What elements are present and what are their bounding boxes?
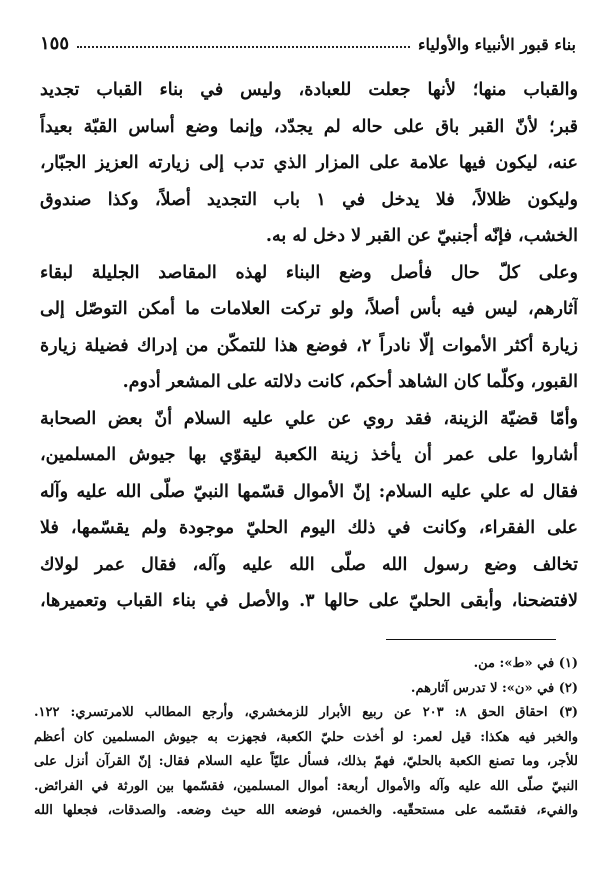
body-line: لافتضحنا، وأبقى الحليّ على حالها ٣. والأصل في بناء القباب وتعميرها، [40,591,578,611]
body-line: وليكون ظلالاً، فلا يدخل في ١ باب التجديد أصلاً، وكذا صندوق [40,189,578,210]
body-text [40,72,578,620]
footnote-line: للأجر، وما تصنع الكعبة بالحليّ، فهمّ بذلك، فسأل عليّاً عليه السلام فقال: إنّ القرآن أنزل على [34,754,578,769]
body-line: آثارهم، ليس فيه بأس أصلاً، ولو تركت العلامات ما أمكن التوصّل إلى [40,299,578,319]
body-line: القبور، وكلّما كان الشاهد أحكم، كانت دلالته على المشعر أدوم. [122,372,578,392]
body-line: على الفقراء، وكانت في ذلك اليوم الحليّ موجودة ولم يقسّمها، فلا [40,518,578,538]
body-line: قبر؛ لأنّ القبر باق على حاله لم يجدّد، وإنما وضع أساس القبّة بعيداً [40,116,578,137]
body-line: عنه، ليكون فيها علامة على المزار الذي تدب إلى زيارته العزيز الجبّار، [40,153,578,173]
body-line: زيارة أكثر الأموات إلّا نادراً ٢، فوضع هذا للتمكّن من إدراك فضيلة زيارة [40,335,578,356]
body-line: تخالف وضع رسول الله صلّى الله عليه وآله، فقال عمر لولاك [40,554,578,575]
body-line: أشاروا على عمر أن يأخذ زينة الكعبة ليقوّي بها جيوش المسلمين، [40,445,578,465]
footnote-line: (٢) في «ن»: لا تدرس آثارهم. [410,680,578,696]
page-number: ١٥٥ [40,33,70,54]
footnote-line: (١) في «ط»: من. [473,656,578,671]
running-title: بناء قبور الأنبياء والأولياء [417,35,576,54]
footnote-line: والخبر فيه هكذا: قيل لعمر: لو أخذت حليّ الكعبة، فجهزت به جيوش المسلمين كان أعظم [34,729,578,745]
body-line: وعلى كلّ حال فأصل وضع البناء لهذه المقاصد الجليلة لبقاء [40,262,578,283]
footnote-line: النبيّ صلّى الله عليه وآله والأموال أربعة: أموال المسلمين، فقسّمها بين الورثة في الفرائض. [34,778,578,794]
running-header [40,24,576,54]
footnote-line: والفيء، فقسّمه على مستحقّيه. والخمس، فوضعه الله حيث وضعه. والصدقات، فجعلها الله [34,803,578,818]
body-line: فقال له علي عليه السلام: إنّ الأموال قسّمها النبيّ صلّى الله عليه وآله [40,481,578,502]
footnote-separator [386,639,556,640]
footnote-line: (٣) احقاق الحق ٨: ٢٠٣ عن ربيع الأبرار للزمخشري، وأرجع المطالب للامرتسري: ١٢٢. [34,705,578,720]
header-dot-leader [77,46,410,48]
body-line: الخشب، فإنّه أجنبيّ عن القبر لا دخل له به. [265,226,578,246]
footnotes [34,652,578,824]
body-line: وأمّا قضيّة الزينة، فقد روي عن علي عليه السلام أنّ بعض الصحابة [40,408,578,429]
body-line: والقباب منها؛ لأنها جعلت للعبادة، وليس في بناء القباب تجديد [40,80,578,100]
